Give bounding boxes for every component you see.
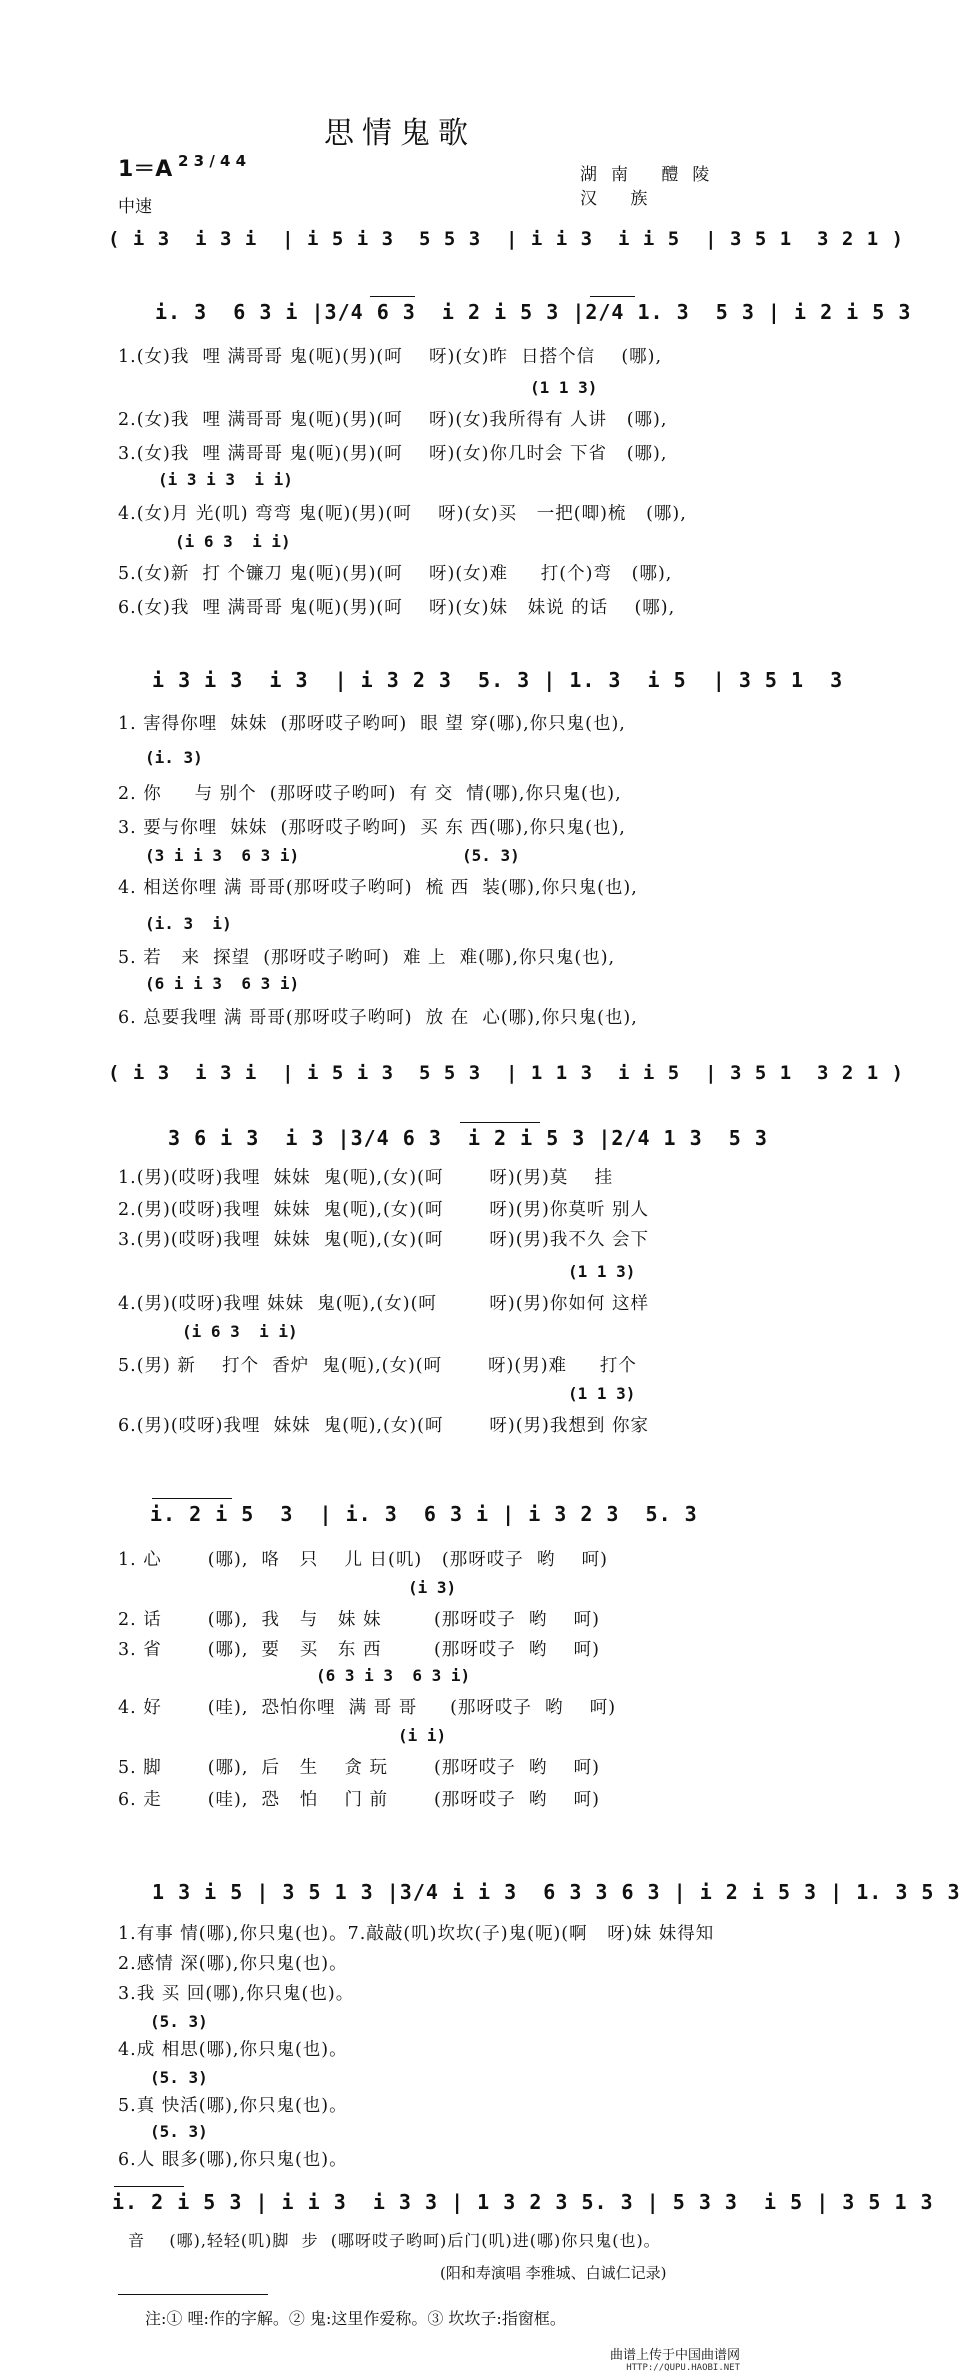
region-origin: 湖南 醴陵 [580, 165, 724, 185]
lyric-line: 6.(女)我 哩 满哥哥 鬼(呃)(男)(呵 呀)(女)妹 妹说 的话 (哪), [118, 598, 676, 618]
lyric-line: 3.我 买 回(哪),你只鬼(也)。 [118, 1984, 355, 2004]
notation-line: i. 2 i 5 3 | i i 3 i 3 3 | 1 3 2 3 5. 3 | 5 3 3 i 5 | 3 5 1 3 [112, 2190, 934, 2214]
slur [114, 2186, 184, 2187]
lyric-line: 5.(女)新 打 个镰刀 鬼(呃)(男)(呵 呀)(女)难 打(个)弯 (哪), [118, 564, 673, 584]
grace-notes: (i 3 i 3 i i) [158, 470, 293, 489]
lyric-line: 5.真 快活(哪),你只鬼(也)。 [118, 2096, 348, 2116]
slur [460, 1122, 540, 1123]
key-signature: 1＝A [118, 157, 173, 182]
intro-notation: ( i 3 i 3 i | i 5 i 3 5 5 3 | i i 3 i i 5 | 3 5 1 3 2 1 ) [108, 228, 905, 250]
lyric-line: 6. 总要我哩 满 哥哥(那呀哎子哟呵) 放 在 心(哪),你只鬼(也), [118, 1008, 638, 1028]
lyric-line: 1.有事 情(哪),你只鬼(也)。7.敲敲(叽)坎坎(子)鬼(呃)(啊 呀)妹 妹得知 [118, 1924, 715, 1944]
lyric-line: 4. 相送你哩 满 哥哥(那呀哎子哟呵) 梳 西 装(哪),你只鬼(也), [118, 878, 638, 898]
lyric-line: 音 (哪),轻轻(叽)脚 步 (哪呀哎子哟呵)后门(叽)进(哪)你只鬼(也)。 [128, 2231, 661, 2250]
grace-notes: (i 6 3 i i) [175, 532, 291, 551]
notation-line: 3 6 i 3 i 3 |3/4 6 3 i 2 i 5 3 |2/4 1 3 5 3 [168, 1126, 768, 1150]
lyric-line: 5. 脚 (哪), 后 生 贪 玩 (那呀哎子 哟 呵) [118, 1758, 601, 1778]
grace-notes: (1 1 3) [530, 378, 598, 397]
lyric-line: 3.(女)我 哩 满哥哥 鬼(呃)(男)(呵 呀)(女)你几时会 下省 (哪), [118, 444, 668, 464]
grace-notes: (i i) [398, 1726, 447, 1745]
lyric-line: 4.成 相思(哪),你只鬼(也)。 [118, 2040, 348, 2060]
grace-notes: (6 3 i 3 6 3 i) [316, 1666, 471, 1685]
tempo-marking: 中速 [118, 197, 152, 217]
lyric-line: 3.(男)(哎呀)我哩 妹妹 鬼(呃),(女)(呵 呀)(男)我不久 会下 [118, 1230, 649, 1250]
notation-line: i. 3 6 3 i |3/4 6 3 i 2 i 5 3 |2/4 1. 3 5 3 | i 2 i 5 3 [155, 300, 912, 324]
lyric-line: 6.人 眼多(哪),你只鬼(也)。 [118, 2150, 348, 2170]
grace-notes: (i 6 3 i i) [182, 1322, 298, 1341]
performer-credit: (阳和寿演唱 李雅城、白诚仁记录) [440, 2264, 667, 2282]
watermark-text: 曲谱上传于中国曲谱网 [610, 2348, 741, 2363]
lyric-line: 4.(男)(哎呀)我哩 妹妹 鬼(呃),(女)(呵 呀)(男)你如何 这样 [118, 1294, 649, 1314]
lyric-line: 1. 害得你哩 妹妹 (那呀哎子哟呵) 眼 望 穿(哪),你只鬼(也), [118, 714, 626, 734]
grace-notes: (i. 3 i) [145, 914, 232, 933]
interlude-notation: ( i 3 i 3 i | i 5 i 3 5 5 3 | 1 1 3 i i 5 | 3 5 1 3 2 1 ) [108, 1062, 905, 1084]
lyric-line: 1. 心 (哪), 咯 只 儿 日(叽) (那呀哎子 哟 呵) [118, 1550, 608, 1570]
watermark-stamp [610, 2344, 740, 2373]
grace-notes: (i 3) [408, 1578, 457, 1597]
slur [152, 1498, 232, 1499]
lyric-line: 5.(男) 新 打个 香炉 鬼(呃),(女)(呵 呀)(男)难 打个 [118, 1356, 637, 1376]
lyric-line: 1.(女)我 哩 满哥哥 鬼(呃)(男)(呵 呀)(女)昨 日搭个信 (哪), [118, 347, 663, 367]
grace-notes: (6 i i 3 6 3 i) [145, 974, 300, 993]
lyric-line: 2.感情 深(哪),你只鬼(也)。 [118, 1954, 348, 1974]
lyric-line: 5. 若 来 探望 (那呀哎子哟呵) 难 上 难(哪),你只鬼(也), [118, 948, 616, 968]
notation-line: 1 3 i 5 | 3 5 1 3 |3/4 i i 3 6 3 3 6 3 | i 2 i 5 3 | 1. 3 5 3 [152, 1880, 961, 1904]
footnote-divider [118, 2294, 268, 2295]
lyric-line: 2. 你 与 别个 (那呀哎子哟呵) 有 交 情(哪),你只鬼(也), [118, 784, 622, 804]
slur [590, 296, 635, 297]
ethnicity: 汉 族 [580, 189, 662, 209]
lyric-line: 1.(男)(哎呀)我哩 妹妹 鬼(呃),(女)(呵 呀)(男)莫 挂 [118, 1168, 614, 1188]
page-title: 思情鬼歌 [324, 116, 476, 151]
lyric-line: 4.(女)月 光(叽) 弯弯 鬼(呃)(男)(呵 呀)(女)买 一把(唧)梳 (哪), [118, 504, 687, 524]
grace-notes: (5. 3) [150, 2012, 208, 2031]
lyric-line: 3. 省 (哪), 要 买 东 西 (那呀哎子 哟 呵) [118, 1640, 601, 1660]
time-signature: 2 3 / 4 4 [178, 152, 247, 170]
grace-notes: (5. 3) [462, 846, 520, 865]
lyric-line: 2.(男)(哎呀)我哩 妹妹 鬼(呃),(女)(呵 呀)(男)你莫听 别人 [118, 1200, 649, 1220]
lyric-line: 6.(男)(哎呀)我哩 妹妹 鬼(呃),(女)(呵 呀)(男)我想到 你家 [118, 1416, 649, 1436]
watermark-url: HTTP://QUPU.HAOBI.NET [626, 2363, 741, 2373]
grace-notes: (5. 3) [150, 2122, 208, 2141]
lyric-line: 4. 好 (哇), 恐怕你哩 满 哥 哥 (那呀哎子 哟 呵) [118, 1698, 617, 1718]
lyric-line: 2.(女)我 哩 满哥哥 鬼(呃)(男)(呵 呀)(女)我所得有 人讲 (哪), [118, 410, 668, 430]
lyric-line: 3. 要与你哩 妹妹 (那呀哎子哟呵) 买 东 西(哪),你只鬼(也), [118, 818, 626, 838]
grace-notes: (5. 3) [150, 2068, 208, 2087]
grace-notes: (1 1 3) [568, 1384, 636, 1403]
notation-line: i 3 i 3 i 3 | i 3 2 3 5. 3 | 1. 3 i 5 | 3 5 1 3 [152, 668, 844, 692]
slur [370, 296, 415, 297]
lyric-line: 2. 话 (哪), 我 与 妹 妹 (那呀哎子 哟 呵) [118, 1610, 601, 1630]
grace-notes: (1 1 3) [568, 1262, 636, 1281]
grace-notes: (i. 3) [145, 748, 203, 767]
lyric-line: 6. 走 (哇), 恐 怕 门 前 (那呀哎子 哟 呵) [118, 1790, 601, 1810]
notation-line: i. 2 i 5 3 | i. 3 6 3 i | i 3 2 3 5. 3 [150, 1502, 698, 1526]
footnote: 注:① 哩:作的字解。② 鬼:这里作爱称。③ 坎坎子:指窗框。 [145, 2309, 566, 2328]
grace-notes: (3 i i 3 6 3 i) [145, 846, 300, 865]
